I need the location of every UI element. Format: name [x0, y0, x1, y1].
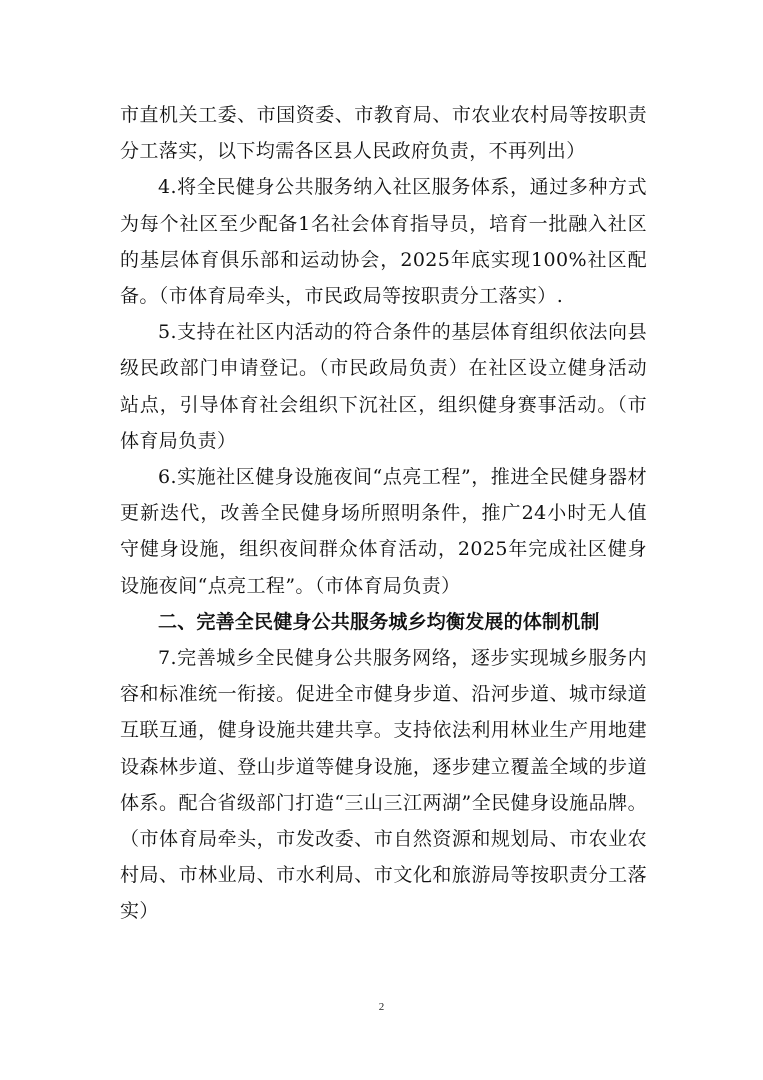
page-number: 2: [378, 1001, 385, 1013]
paragraph-item-4: 4.将全民健身公共服务纳入社区服务体系，通过多种方式为每个社区至少配备1名社会体育指导员，培育一批融入社区的基层体育俱乐部和运动协会，2025年底实现100%社区配备。（市体育局牵头，市民政局等按职责分工落实）.: [120, 176, 647, 308]
paragraph-continuation: 市直机关工委、市国资委、市教育局、市农业农村局等按职责分工落实，以下均需各区县人民政府负责，不再列出）: [120, 104, 647, 163]
section-heading: 二、完善全民健身公共服务城乡均衡发展的体制机制: [158, 610, 600, 633]
paragraph-item-6: 6.实施社区健身设施夜间“点亮工程”，推进全民健身器材更新迭代，改善全民健身场所照明条件，推广24小时无人值守健身设施，组织夜间群众体育活动，2025年完成社区健身设施夜间“点亮工程”。（市体育局负责）: [120, 466, 647, 597]
paragraph-item-7: 7.完善城乡全民健身公共服务网络，逐步实现城乡服务内容和标准统一衔接。促进全市健身步道、沿河步道、城市绿道互联互通，健身设施共建共享。支持依法利用林业生产用地建设森林步道、登山步道等健身设施，逐步建立覆盖全域的步道体系。配合省级部门打造“三山三江两湖”全民健身设施品牌。（市体育局牵头，市发改委、市自然资源和规划局、市农业农村局、市林业局、市水利局、市文化和旅游局等按职责分工落实）: [120, 647, 647, 923]
paragraph-item-5: 5.支持在社区内活动的符合条件的基层体育组织依法向县级民政部门申请登记。（市民政局负责）在社区设立健身活动站点，引导体育社会组织下沉社区，组织健身赛事活动。（市体育局负责）: [120, 321, 647, 452]
document-body: [120, 97, 647, 930]
